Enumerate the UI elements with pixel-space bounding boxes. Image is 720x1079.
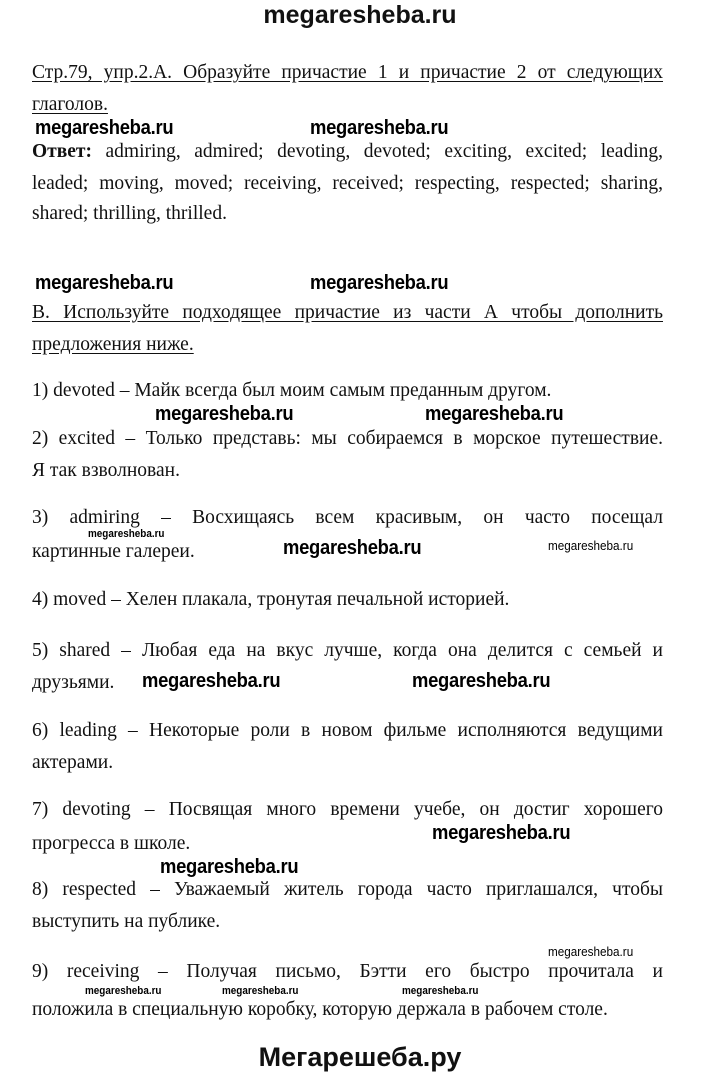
watermark: megaresheba.ru: [142, 670, 281, 692]
item-7-line-1: 7) devoting – Посвящая много времени учебе, он достиг хорошего: [32, 799, 663, 820]
site-header: megaresheba.ru: [263, 1, 457, 29]
watermark: megaresheba.ru: [402, 985, 479, 997]
watermark: megaresheba.ru: [412, 670, 551, 692]
watermark: megaresheba.ru: [85, 985, 162, 997]
item-9-line-2: положила в специальную коробку, которую держала в рабочем столе.: [32, 999, 608, 1020]
watermark: megaresheba.ru: [548, 944, 634, 959]
item-6-line-1: 6) leading – Некоторые роли в новом фильме исполняются ведущими: [32, 720, 663, 741]
task-b-line-2: предложения ниже.: [32, 334, 194, 355]
answer-label: Ответ:: [32, 141, 93, 162]
watermark: megaresheba.ru: [425, 403, 564, 425]
task-a-line-2: глаголов.: [32, 94, 108, 115]
answer-text: admiring, admired; devoting, devoted; exciting, excited; leading,: [92, 141, 663, 162]
watermark: megaresheba.ru: [432, 822, 571, 844]
item-3-line-1: 3) admiring – Восхищаясь всем красивым, он часто посещал: [32, 507, 663, 528]
answer-line-2: leaded; moving, moved; receiving, received; respecting, respected; sharing,: [32, 173, 663, 194]
watermark: megaresheba.ru: [310, 272, 449, 294]
watermark: megaresheba.ru: [88, 528, 165, 540]
watermark: megaresheba.ru: [35, 272, 174, 294]
watermark: megaresheba.ru: [160, 856, 299, 878]
watermark: megaresheba.ru: [35, 117, 174, 139]
site-footer: Мегарешеба.ру: [258, 1042, 462, 1072]
watermark: megaresheba.ru: [310, 117, 449, 139]
item-5-line-2: друзьями.: [32, 672, 115, 693]
answer-line-1: [32, 141, 663, 163]
item-3-line-2: картинные галереи.: [32, 541, 195, 562]
item-2-line-2: Я так взволнован.: [32, 460, 180, 481]
item-8-line-1: 8) respected – Уважаемый житель города часто приглашался, чтобы: [32, 879, 663, 900]
item-5-line-1: 5) shared – Любая еда на вкус лучше, когда она делится с семьей и: [32, 640, 663, 661]
watermark: megaresheba.ru: [548, 538, 634, 553]
item-6-line-2: актерами.: [32, 752, 114, 773]
watermark: megaresheba.ru: [155, 403, 294, 425]
item-2-line-1: 2) excited – Только представь: мы собираемся в морское путешествие.: [32, 428, 663, 449]
watermark: megaresheba.ru: [283, 537, 422, 559]
watermark: megaresheba.ru: [222, 985, 299, 997]
item-8-line-2: выступить на публике.: [32, 911, 221, 932]
answer-line-3: shared; thrilling, thrilled.: [32, 203, 227, 224]
item-7-line-2: прогресса в школе.: [32, 833, 191, 854]
task-a-line-1: Стр.79, упр.2.А. Образуйте причастие 1 и причастие 2 от следующих: [32, 62, 663, 83]
item-4: 4) moved – Хелен плакала, тронутая печальной историей.: [32, 589, 510, 610]
task-b-line-1: B. Используйте подходящее причастие из части А чтобы дополнить: [32, 302, 663, 323]
item-9-line-1: 9) receiving – Получая письмо, Бэтти его быстро прочитала и: [32, 961, 663, 982]
item-1: 1) devoted – Майк всегда был моим самым преданным другом.: [32, 380, 552, 401]
